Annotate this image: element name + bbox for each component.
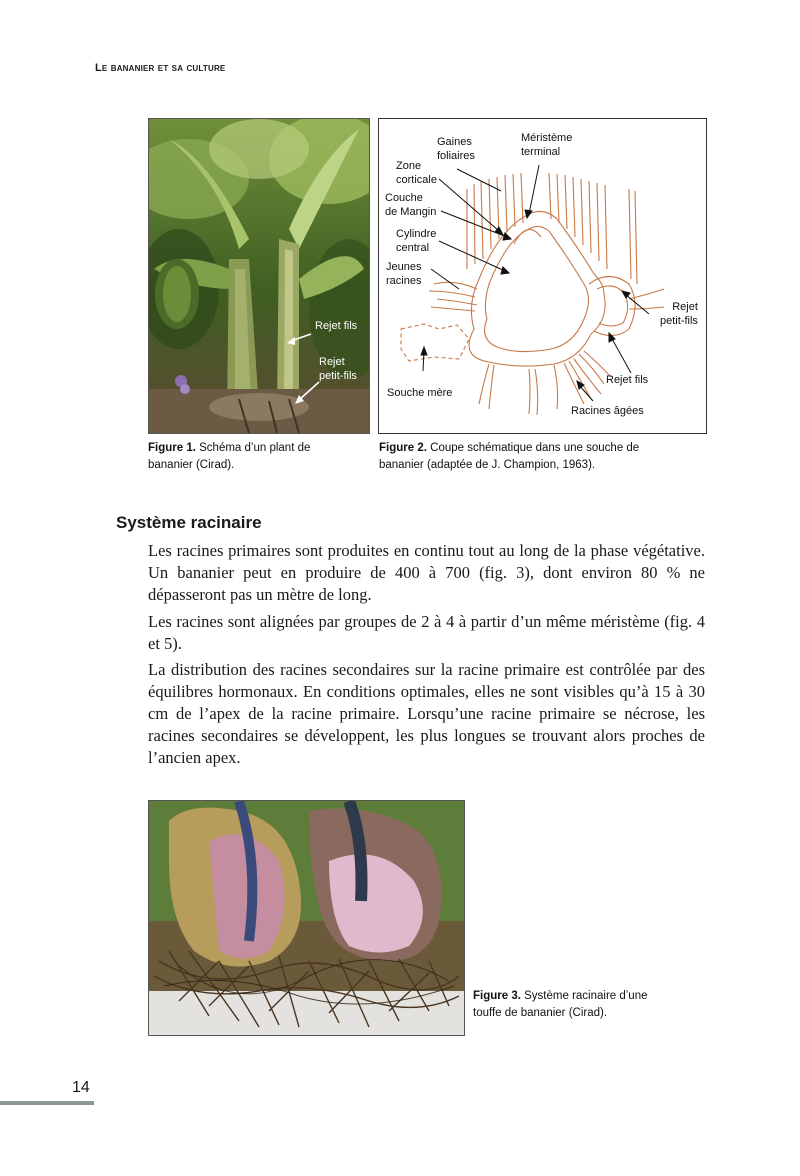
figure-2-diagram	[378, 118, 707, 434]
figure-3-caption-label: Figure 3.	[473, 990, 521, 1002]
section-title: Système racinaire	[116, 513, 262, 532]
paragraph-3: La distribution des racines secondaires sur la racine primaire est contrôlée par des équilibres hormonaux. En conditions optimales, elles ne sont visibles qu’à 15 à 30 cm de l’apex de la racine primaire. Lorsqu’une racine primaire se nécrose, les racines secondaires se développent, les plus longues se trouvant alors proches de l’ancien apex.	[148, 660, 705, 767]
label-souche-mere: Souche mère	[387, 387, 453, 399]
figure-1-caption-label: Figure 1.	[148, 442, 196, 454]
figure-3-photo	[148, 800, 465, 1036]
root-system-illustration	[149, 801, 464, 1035]
label-rejet-petit-fils: Rejet petit-fils	[319, 356, 357, 382]
figure-2-caption-text: Coupe schématique dans une souche de bananier (adaptée de J. Champion, 1963).	[379, 442, 640, 471]
figure-1-photo	[148, 118, 370, 434]
page-number: 14	[72, 1079, 90, 1096]
label-racines-agees: Racines âgées	[571, 405, 644, 417]
paragraph-1: Les racines primaires sont produites en continu tout au long de la phase végétative. Un bananier peut en produire de 400 à 700 (fig. 3), dont environ 80 % ne dépasseront pas un mètre de long.	[148, 541, 705, 604]
running-head: Le bananier et sa culture	[95, 62, 226, 74]
label-zone-corticale: Zone corticale	[396, 160, 437, 186]
label-jeunes-racines: Jeunes racines	[386, 261, 422, 287]
label-rejet-fils: Rejet fils	[606, 374, 649, 386]
figure-1-caption-text: Schéma d’un plant de bananier (Cirad).	[148, 442, 311, 471]
label-gaines-foliaires: Gaines foliaires	[437, 136, 475, 162]
figure-2-caption	[379, 440, 679, 474]
figure-1-caption	[148, 440, 348, 474]
label-couche-mangin: Couche de Mangin	[385, 192, 437, 218]
figure-3-caption	[473, 988, 653, 1022]
label-meristeme-terminal: Méristème terminal	[521, 132, 573, 158]
paragraph-2: Les racines sont alignées par groupes de 2 à 4 à partir d’un même méristème (fig. 4 et 5).	[148, 612, 705, 653]
figure-2-caption-label: Figure 2.	[379, 442, 427, 454]
banana-plant-illustration	[149, 119, 369, 433]
label-rejet-fils: Rejet fils	[315, 320, 358, 332]
label-cylindre-central: Cylindre central	[396, 228, 437, 254]
figure-3-caption-text: Système racinaire d’une touffe de bananier (Cirad).	[473, 990, 648, 1019]
label-rejet-petit-fils: Rejet petit-fils	[660, 301, 698, 327]
footer-rule	[0, 1101, 94, 1105]
